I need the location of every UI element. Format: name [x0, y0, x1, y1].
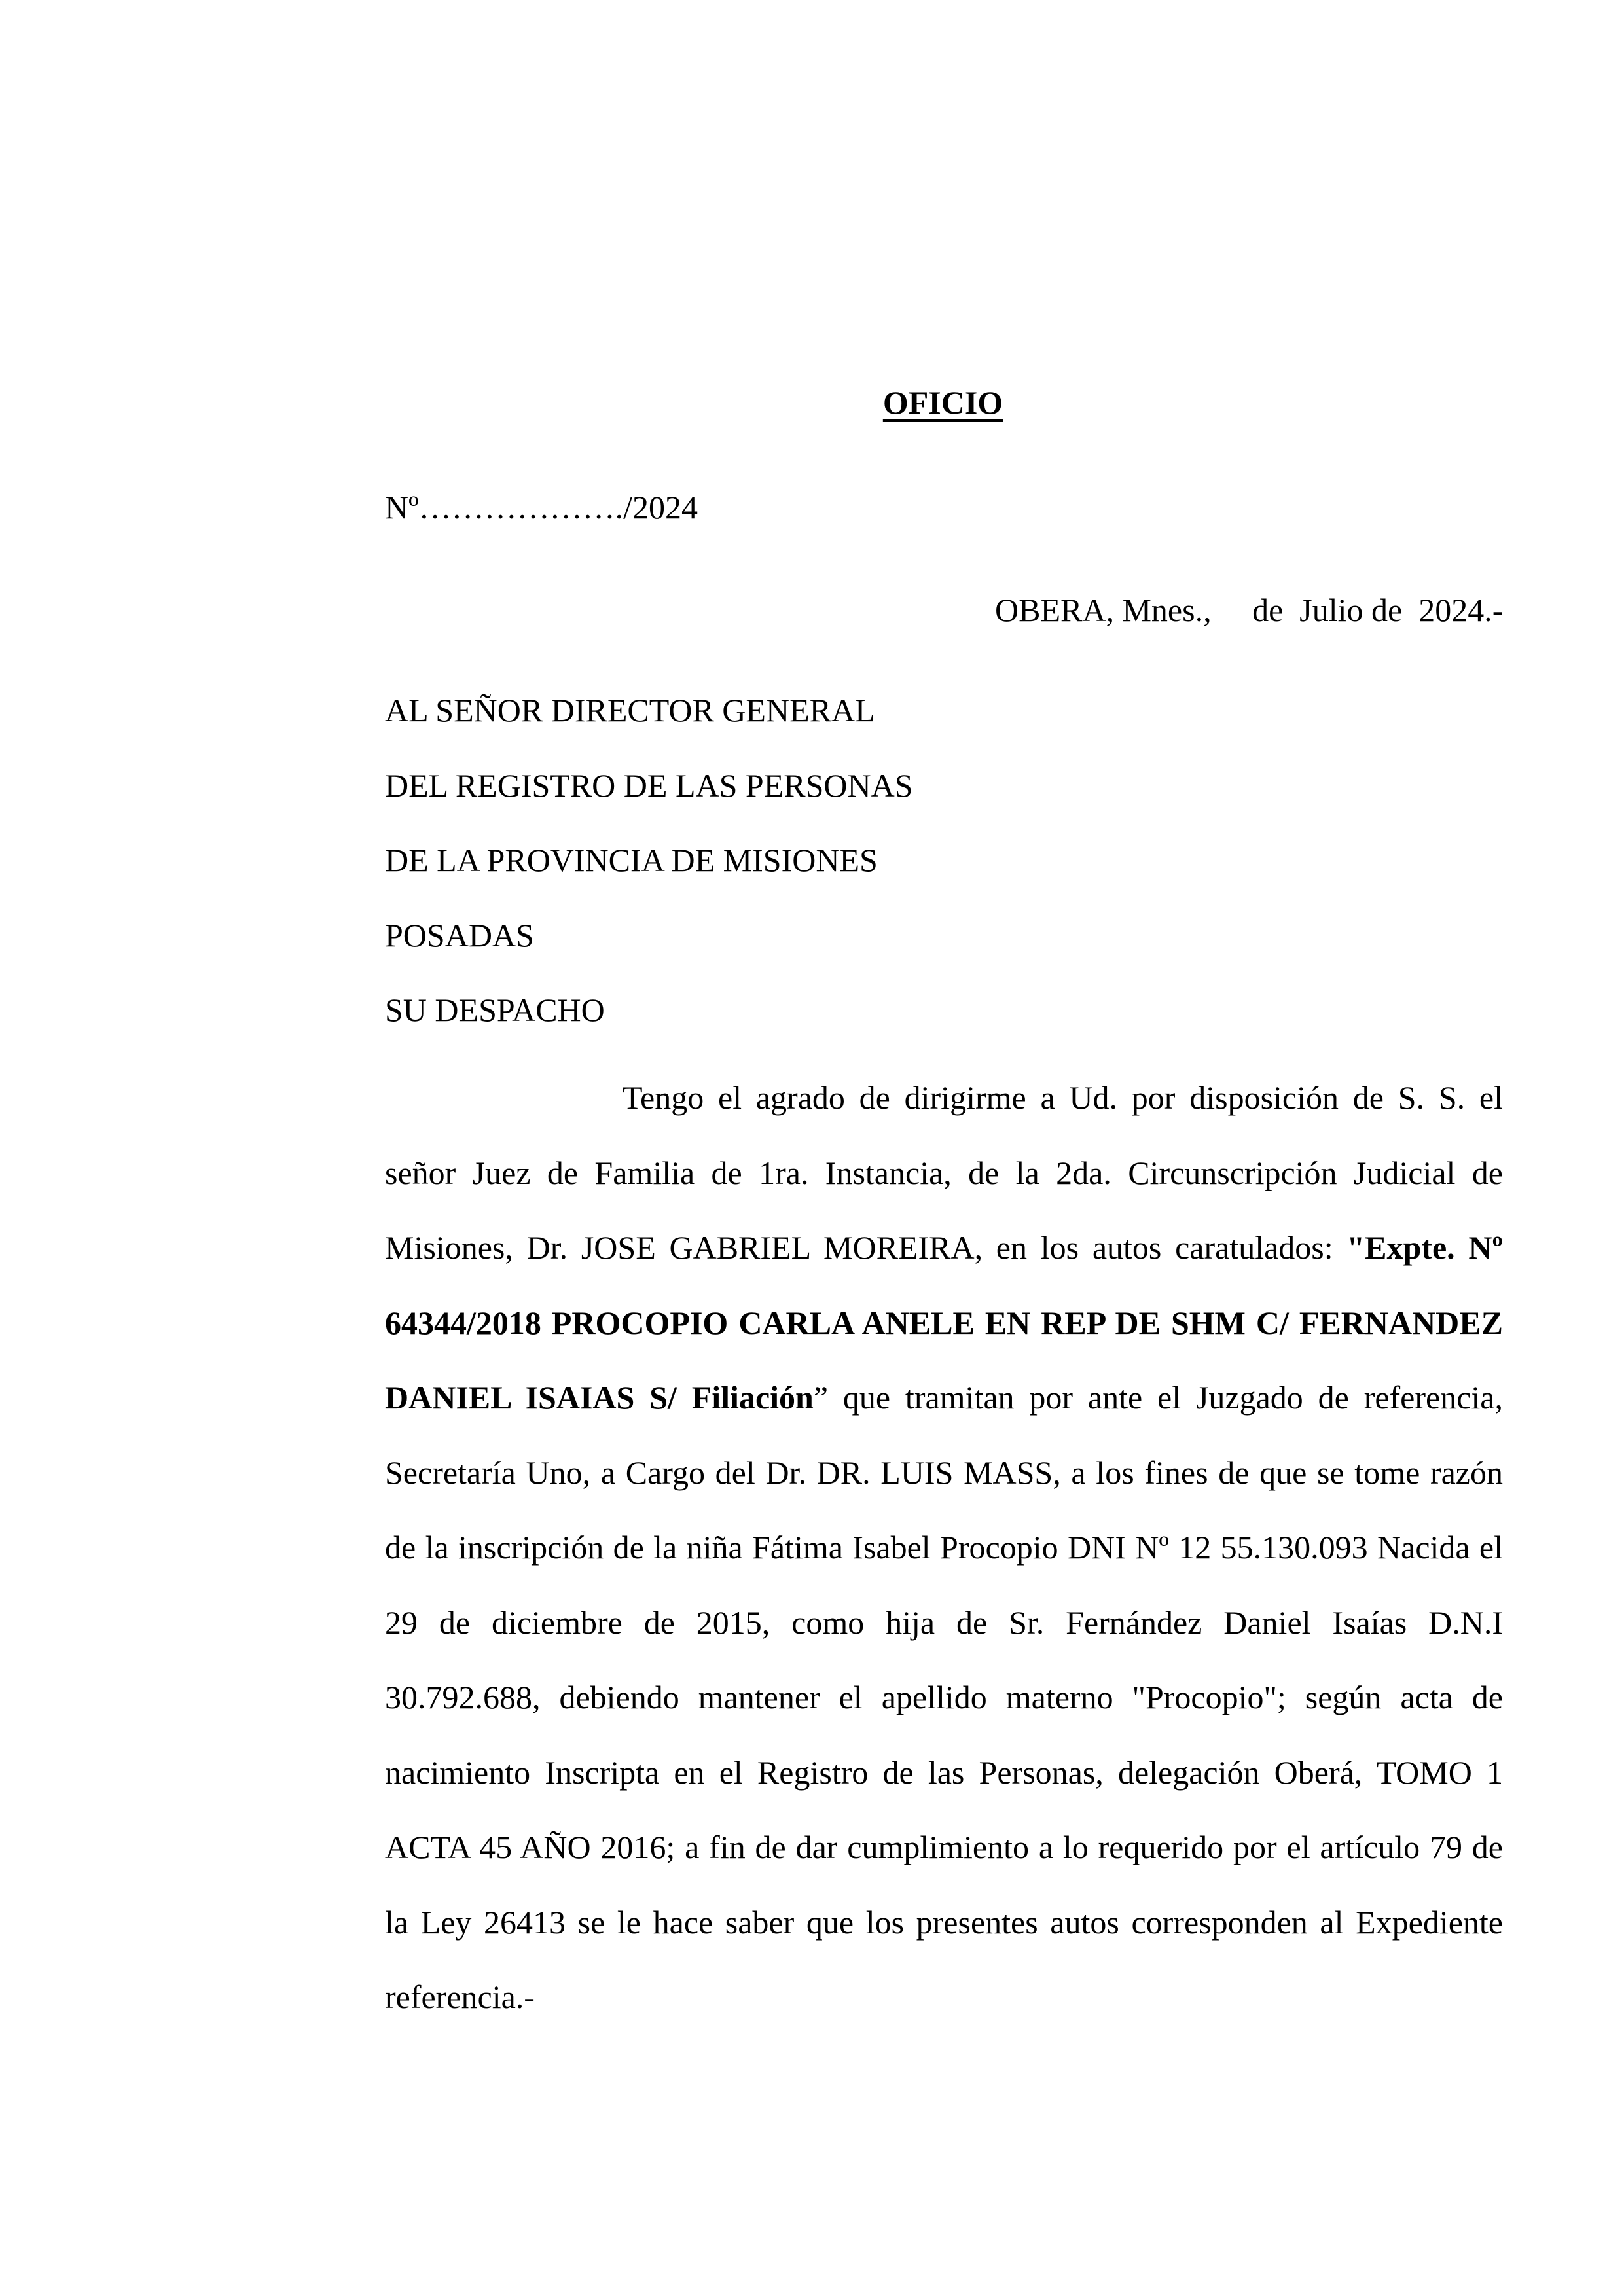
addressee-line: SU DESPACHO — [385, 992, 605, 1028]
addressee-line: POSADAS — [385, 916, 534, 954]
addressee-line: AL SEÑOR DIRECTOR GENERAL — [385, 692, 875, 728]
addressee-line: DE LA PROVINCIA DE MISIONES — [385, 842, 878, 878]
case-title: "Expte. Nº 64344/2018 PROCOPIO CARLA ANELE EN REP DE SHM C/ FERNANDEZ DANIEL ISAIAS S/ Filiación — [385, 1229, 1503, 1416]
document-number: Nº………………./2024 — [385, 489, 698, 526]
addressee-block — [385, 687, 913, 1062]
body-text-part2: ” que tramitan por ante el Juzgado de referencia, Secretaría Uno, a Cargo del Dr. DR. LUIS MASS, a los fines de que se tome razón de la inscripción de la niña Fátima Isabel Procopio DNI Nº 12 55.130.093 Nacida el 29 de diciembre de 2015, como hija de Sr. Fernández Daniel Isaías D.N.I 30.792.688, debiendo mantener el apellido materno "Procopio"; según acta de nacimiento Inscripta en el Registro de las Personas, delegación Oberá, TOMO 1 ACTA 45 AÑO 2016; a fin de dar cumplimiento a lo requerido por el artículo 79 de la Ley 26413 se le hace saber que los presentes autos corresponden al Expediente referencia.- — [385, 1379, 1503, 2015]
body-text-part1: Tengo el agrado de dirigirme a Ud. por disposición de S. S. el señor Juez de Familia de 1ra. Instancia, de la 2da. Circunscripción Judicial de Misiones, Dr. JOSE GABRIEL MOREIRA, en los autos caratulados: — [385, 1079, 1503, 1266]
document-date: OBERA, Mnes., de Julio de 2024.- — [995, 592, 1504, 628]
addressee-line: DEL REGISTRO DE LAS PERSONAS — [385, 766, 913, 804]
body-paragraph — [385, 1060, 1503, 2035]
document-title: OFICIO — [882, 384, 1003, 421]
